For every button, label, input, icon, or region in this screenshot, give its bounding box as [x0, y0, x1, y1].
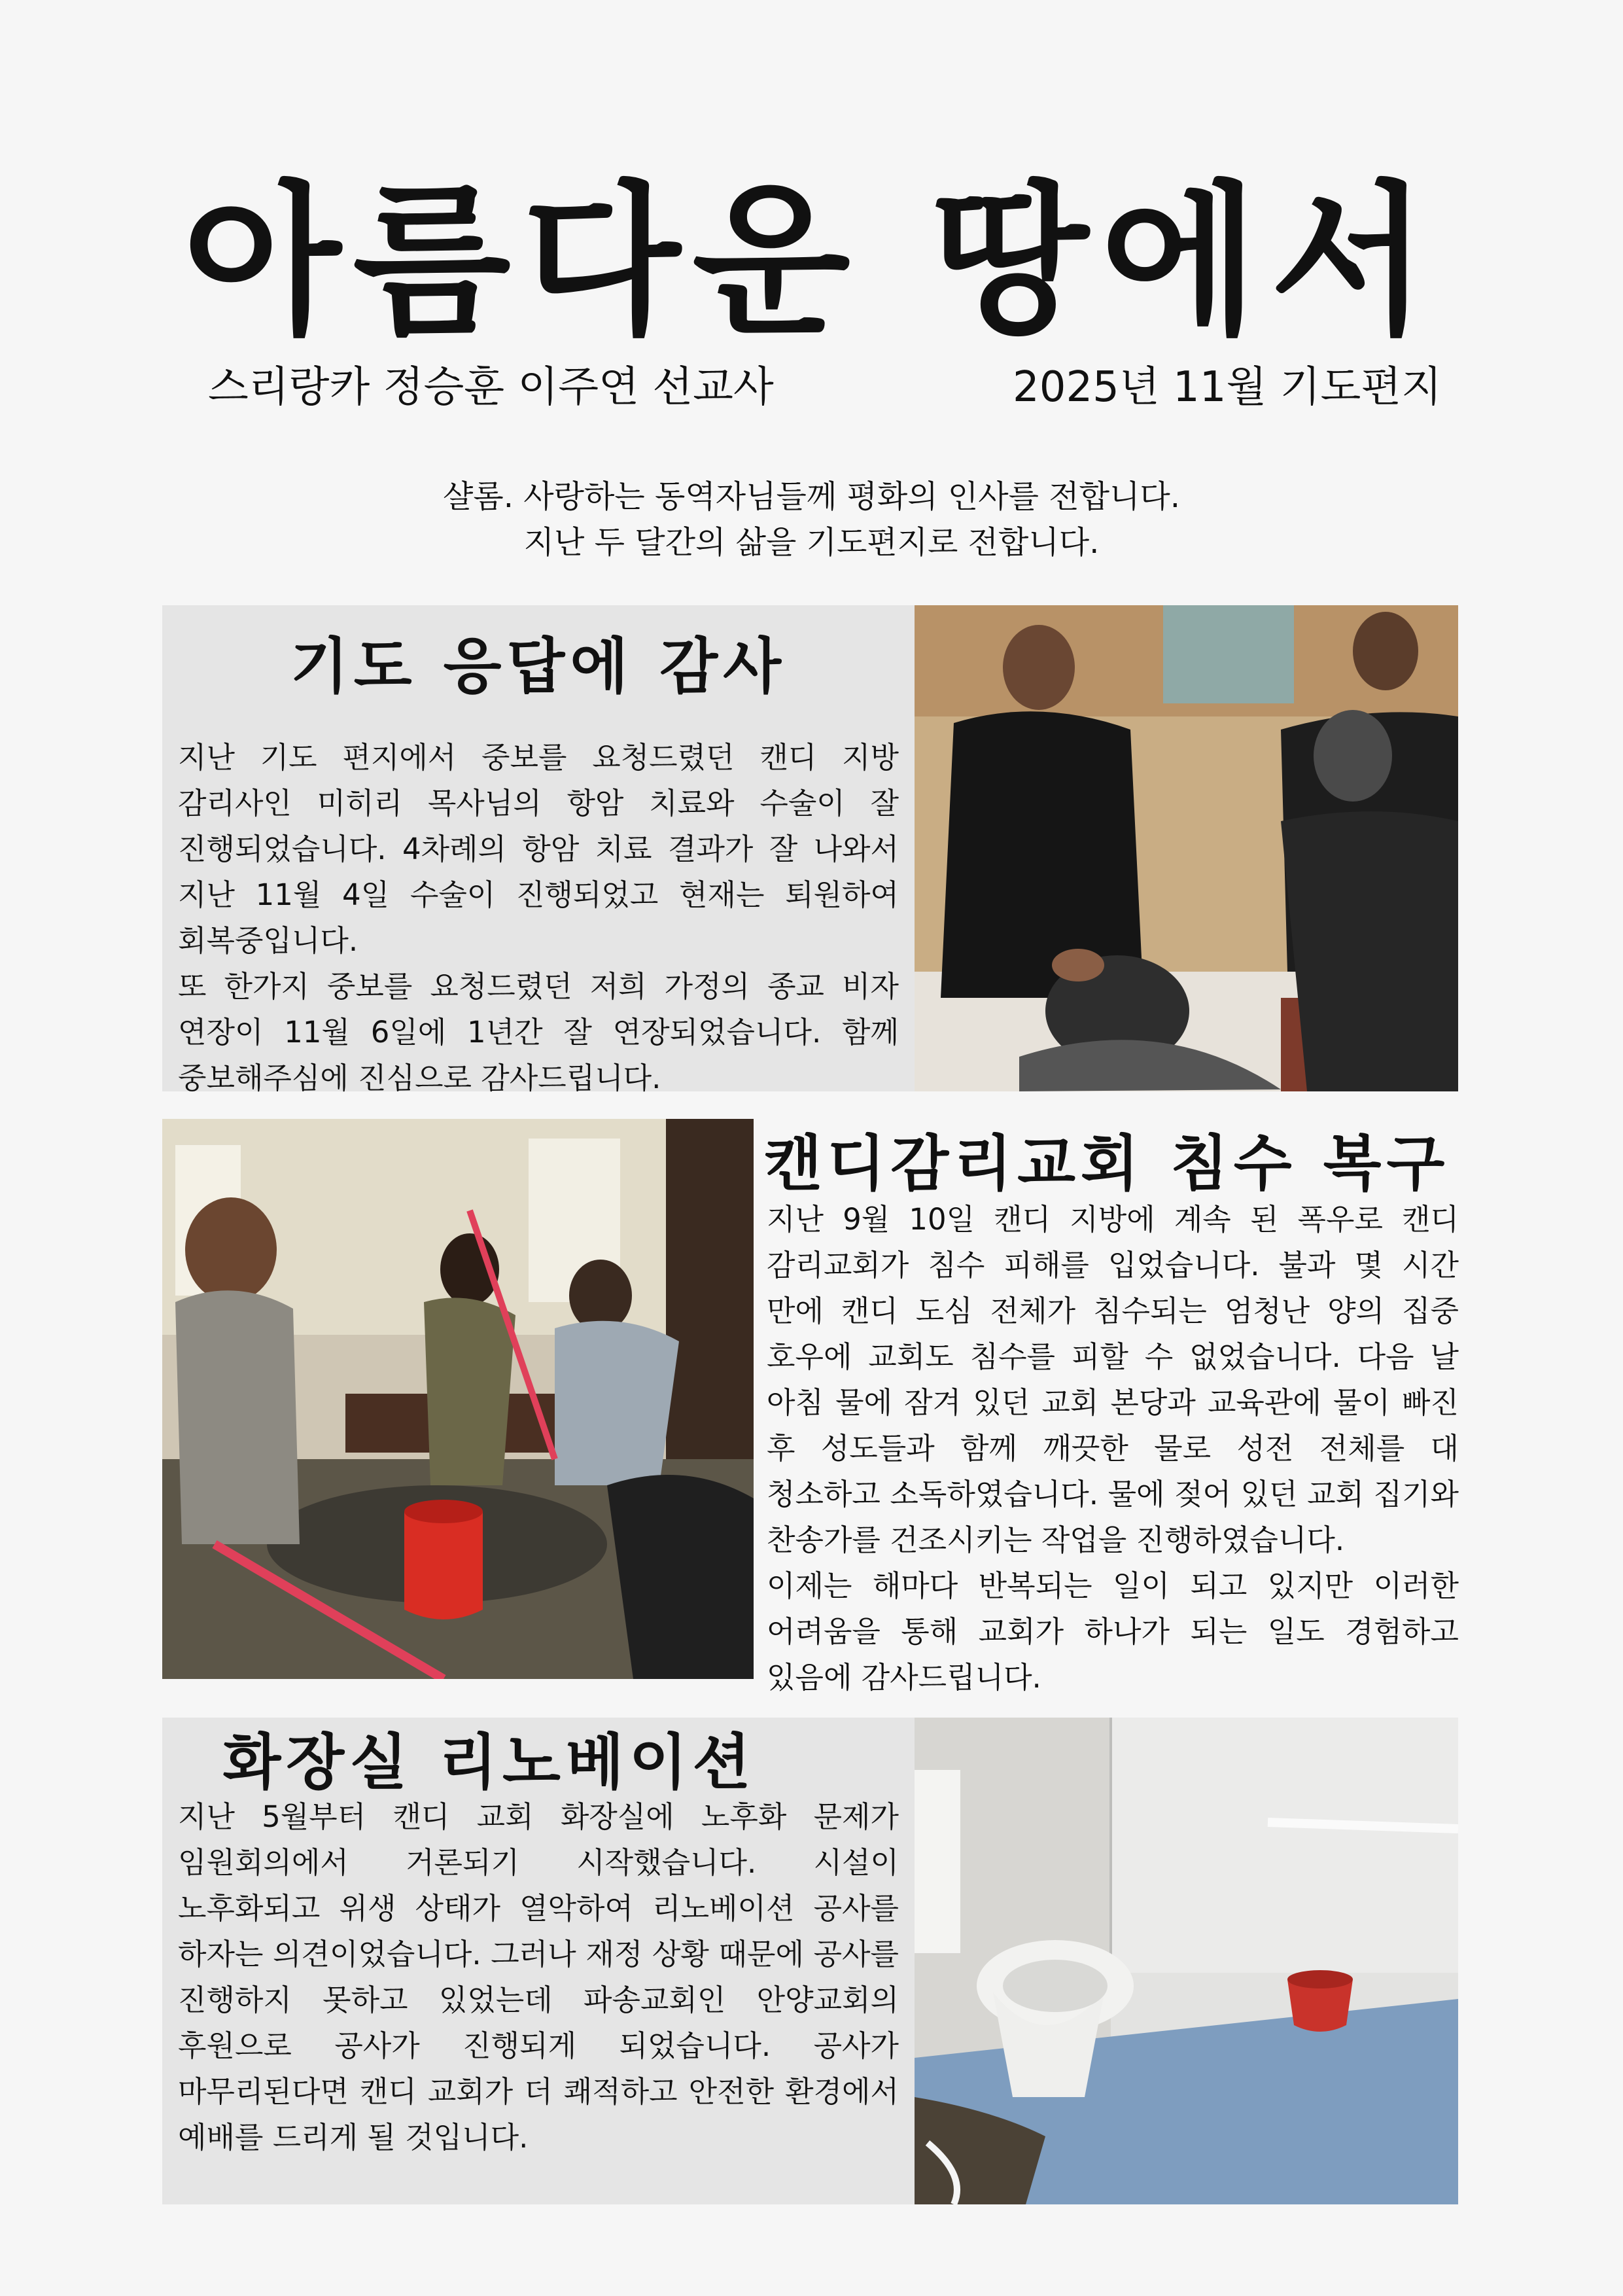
- section-1-body: [178, 735, 899, 1101]
- section-3-title: 화장실 리노베이션: [222, 1727, 756, 1797]
- restroom-photo: [915, 1718, 1458, 2204]
- section-2-title: 캔디감리교회 침수 복구: [763, 1129, 1450, 1199]
- author-line: 스리랑카 정승훈 이주연 선교사: [208, 363, 774, 412]
- section-1-paragraph-1: 지난 기도 편지에서 중보를 요청드렸던 캔디 지방 감리사인 미히리 목사님의 항암 치료와 수술이 잘 진행되었습니다. 4차례의 항암 치료 결과가 잘 나와서 지난 11월 4일 수술이 진행되었고 현재는 퇴원하여 회복중입니다.: [178, 740, 899, 958]
- flood-cleanup-photo: [162, 1119, 754, 1679]
- section-2-paragraph-2: 이제는 해마다 반복되는 일이 되고 있지만 이러한 어려움을 통해 교회가 하나가 되는 일도 경험하고 있음에 감사드립니다.: [767, 1568, 1459, 1695]
- section-1-title: 기도 응답에 감사: [290, 631, 787, 701]
- section-2-body: [767, 1197, 1459, 1701]
- page-title: 아름다운 땅에서: [183, 166, 1440, 357]
- greeting-line-1: 샬롬. 사랑하는 동역자님들께 평화의 인사를 전합니다.: [443, 478, 1180, 515]
- section-2-paragraph-1: 지난 9월 10일 캔디 지방에 계속 된 폭우로 캔디 감리교회가 침수 피해를 입었습니다. 불과 몇 시간 만에 캔디 도심 전체가 침수되는 엄청난 양의 집중 호우에 교회도 침수를 피할 수 없었습니다. 다음 날 아침 물에 잠겨 있던 교회 본당과 교육관에 물이 빠진 후 성도들과 함께 깨끗한 물로 성전 전체를 대 청소하고 소독하였습니다. 물에 젖어 있던 교회 집기와 찬송가를 건조시키는 작업을 진행하였습니다.: [767, 1202, 1459, 1557]
- prayer-photo: [915, 605, 1458, 1091]
- section-1-paragraph-2: 또 한가지 중보를 요청드렸던 저희 가정의 종교 비자 연장이 11월 6일에 1년간 잘 연장되었습니다. 함께 중보해주심에 진심으로 감사드립니다.: [178, 969, 899, 1095]
- greeting-line-2: 지난 두 달간의 삶을 기도편지로 전합니다.: [523, 524, 1100, 561]
- date-line: 2025년 11월 기도편지: [1013, 363, 1442, 412]
- section-3-paragraph-1: 지난 5월부터 캔디 교회 화장실에 노후화 문제가 임원회의에서 거론되기 시작했습니다. 시설이 노후화되고 위생 상태가 열악하여 리노베이션 공사를 하자는 의견이었습니다. 그러나 재정 상황 때문에 공사를 진행하지 못하고 있었는데 파송교회인 안양교회의 후원으로 공사가 진행되게 되었습니다. 공사가 마무리된다면 캔디 교회가 더 쾌적하고 안전한 환경에서 예배를 드리게 될 것입니다.: [178, 1799, 899, 2155]
- section-3-body: [178, 1794, 899, 2161]
